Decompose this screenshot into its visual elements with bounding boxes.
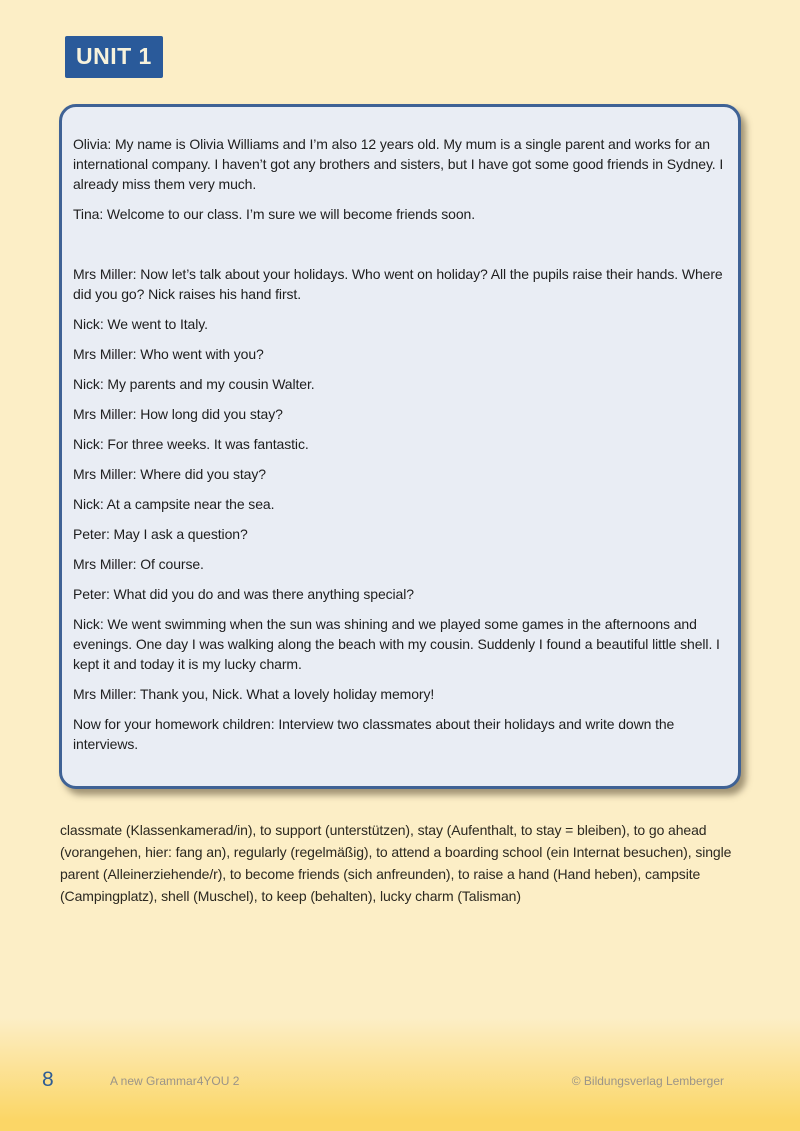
footer-book-title: A new Grammar4YOU 2: [110, 1074, 240, 1088]
dialogue-paragraph: Mrs Miller: Now let’s talk about your holidays. Who went on holiday? All the pupils raise their hands. Where did you go? Nick raises his hand first.: [73, 266, 723, 302]
dialogue-paragraph: Nick: For three weeks. It was fantastic.: [73, 436, 309, 452]
dialogue-paragraph: Peter: What did you do and was there anything special?: [73, 586, 414, 602]
dialogue-paragraph: Olivia: My name is Olivia Williams and I’m also 12 years old. My mum is a single parent and works for an international company. I haven’t got any brothers and sisters, but I have got some good friends in Sydney. I already miss them very much.: [73, 136, 724, 192]
dialogue-paragraph: Mrs Miller: Of course.: [73, 556, 204, 572]
dialogue-paragraph: Peter: May I ask a question?: [73, 526, 248, 542]
dialogue-paragraph: Mrs Miller: Thank you, Nick. What a lovely holiday memory!: [73, 686, 435, 702]
dialogue-paragraph: Mrs Miller: How long did you stay?: [73, 406, 283, 422]
dialogue-paragraph: Nick: We went to Italy.: [73, 316, 208, 332]
dialogue-paragraph: Nick: We went swimming when the sun was shining and we played some games in the afternoons and evenings. One day I was walking along the beach with my cousin. Suddenly I found a beautiful little shell. I kept it and today it is my lucky charm.: [73, 616, 720, 672]
page-number: 8: [42, 1068, 54, 1091]
vocabulary-list: classmate (Klassenkamerad/in), to support (unterstützen), stay (Aufenthalt, to stay = bleiben), to go ahead (vorangehen, hier: fang an), regularly (regelmäßig), to attend a boarding school (ein Internat besuchen), single parent (Alleinerziehende/r), to become friends (sich anfreunden), to raise a hand (Hand heben), campsite (Campingplatz), shell (Muschel), to keep (behalten), lucky charm (Talisman): [60, 822, 732, 904]
dialogue-paragraph: Mrs Miller: Who went with you?: [73, 346, 264, 362]
dialogue-paragraph: Mrs Miller: Where did you stay?: [73, 466, 266, 482]
dialogue-paragraph: Tina: Welcome to our class. I’m sure we will become friends soon.: [73, 206, 475, 222]
page-footer: [0, 1064, 800, 1098]
dialogue-paragraph: Now for your homework children: Interview two classmates about their holidays and write down the interviews.: [73, 716, 675, 752]
dialogue-box: [59, 104, 741, 789]
footer-copyright: © Bildungsverlag Lemberger: [571, 1074, 724, 1088]
unit-badge: UNIT 1: [65, 36, 163, 78]
dialogue-paragraph: Nick: My parents and my cousin Walter.: [73, 376, 315, 392]
dialogue-paragraph: Nick: At a campsite near the sea.: [73, 496, 275, 512]
